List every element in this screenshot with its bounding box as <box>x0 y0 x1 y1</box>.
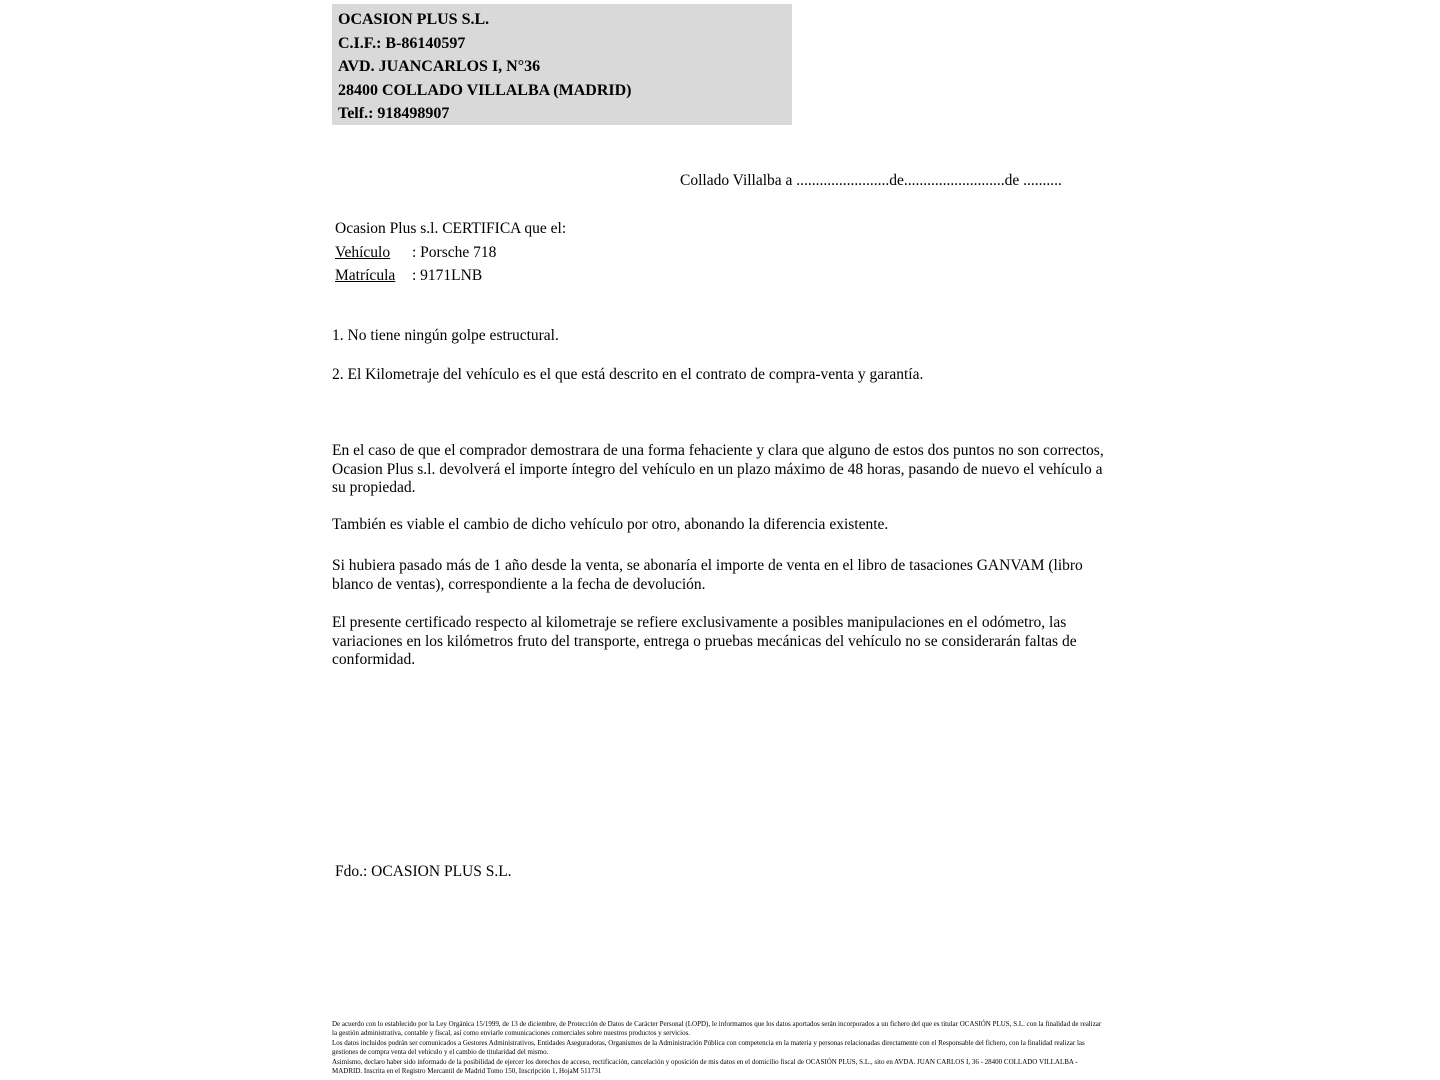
company-city: 28400 COLLADO VILLALBA (MADRID) <box>338 81 632 99</box>
company-phone: Telf.: 918498907 <box>338 105 450 122</box>
certification-intro: Ocasion Plus s.l. CERTIFICA que el: <box>335 220 567 237</box>
company-header-block <box>332 4 792 125</box>
paragraph-refund: En el caso de que el comprador demostrara de una forma fehaciente y clara que alguno de estos dos puntos no son correctos, Ocasion Plus s.l. devolverá el importe íntegro del vehículo en un plazo máximo de 48 horas, pasando de nuevo el vehículo a su propiedad. <box>332 442 1104 497</box>
vehicle-row <box>335 241 566 265</box>
vehicle-label: Vehículo <box>335 243 391 261</box>
vehicle-value: : Porsche 718 <box>412 243 497 261</box>
point-1: 1. No tiene ningún golpe estructural. <box>332 327 559 344</box>
company-name: OCASION PLUS S.L. <box>338 11 490 28</box>
paragraph-ganvam: Si hubiera pasado más de 1 año desde la venta, se abonaría el importe de venta en el libro de tasaciones GANVAM (libro blanco de ventas), correspondiente a la fecha de devolución. <box>332 557 1083 593</box>
signature-line: Fdo.: OCASION PLUS S.L. <box>335 863 512 880</box>
paragraph-exchange: También es viable el cambio de dicho vehículo por otro, abonando la diferencia existente. <box>332 516 889 533</box>
legal-paragraph-data-sharing: Los datos incluidos podrán ser comunicados a Gestores Administrativos, Entidades Aseguradoras, Organismos de la Administración Pública con competencia en la materia y personas relacionadas directamente con el Responsable del fichero, con la finalidad realizar las gestiones de compra venta del vehículo y el cambio de titularidad del mismo. <box>332 1038 1085 1057</box>
point-2: 2. El Kilometraje del vehículo es el que está descrito en el contrato de compra-venta y garantía. <box>332 366 924 383</box>
legal-paragraph-lopd: De acuerdo con lo establecido por la Ley Orgánica 15/1999, de 13 de diciembre, de Protección de Datos de Carácter Personal (LOPD), le informamos que los datos aportados serán incorporados a un fichero del que es titular OCASIÓN PLUS, S.L. con la finalidad de realizar la gestión administrativa, contable y fiscal, así como enviarle comunicaciones comerciales sobre nuestros productos y servicios. <box>332 1020 1102 1038</box>
plate-value: : 9171LNB <box>412 267 483 284</box>
legal-paragraph-rights: Asimismo, declaro haber sido informado de la posibilidad de ejercer los derechos de acceso, rectificación, cancelación y oposición de mis datos en el domicilio fiscal de OCASIÓN PLUS, S.L., sito en AVDA. JUAN CARLOS I, 36 - 28400 COLLADO VILLALBA - MADRID. Inscrita en el Registro Mercantil de Madrid Tomo 150, Inscripción 1, HojaM 511731 <box>332 1057 1078 1076</box>
company-cif: C.I.F.: B-86140597 <box>338 34 466 52</box>
paragraph-odometer: El presente certificado respecto al kilometraje se refiere exclusivamente a posibles manipulaciones en el odómetro, las variaciones en los kilómetros fruto del transporte, entrega o pruebas mecánicas del vehículo no se considerarán faltas de conformidad. <box>332 614 1077 669</box>
certification-block <box>335 217 566 288</box>
plate-label: Matrícula <box>335 267 396 284</box>
company-address: AVD. JUANCARLOS I, N°36 <box>338 58 541 75</box>
legal-footer <box>332 1020 1104 1076</box>
plate-row <box>335 264 566 288</box>
date-line: Collado Villalba a ........................de..........................de .......... <box>680 172 1062 189</box>
